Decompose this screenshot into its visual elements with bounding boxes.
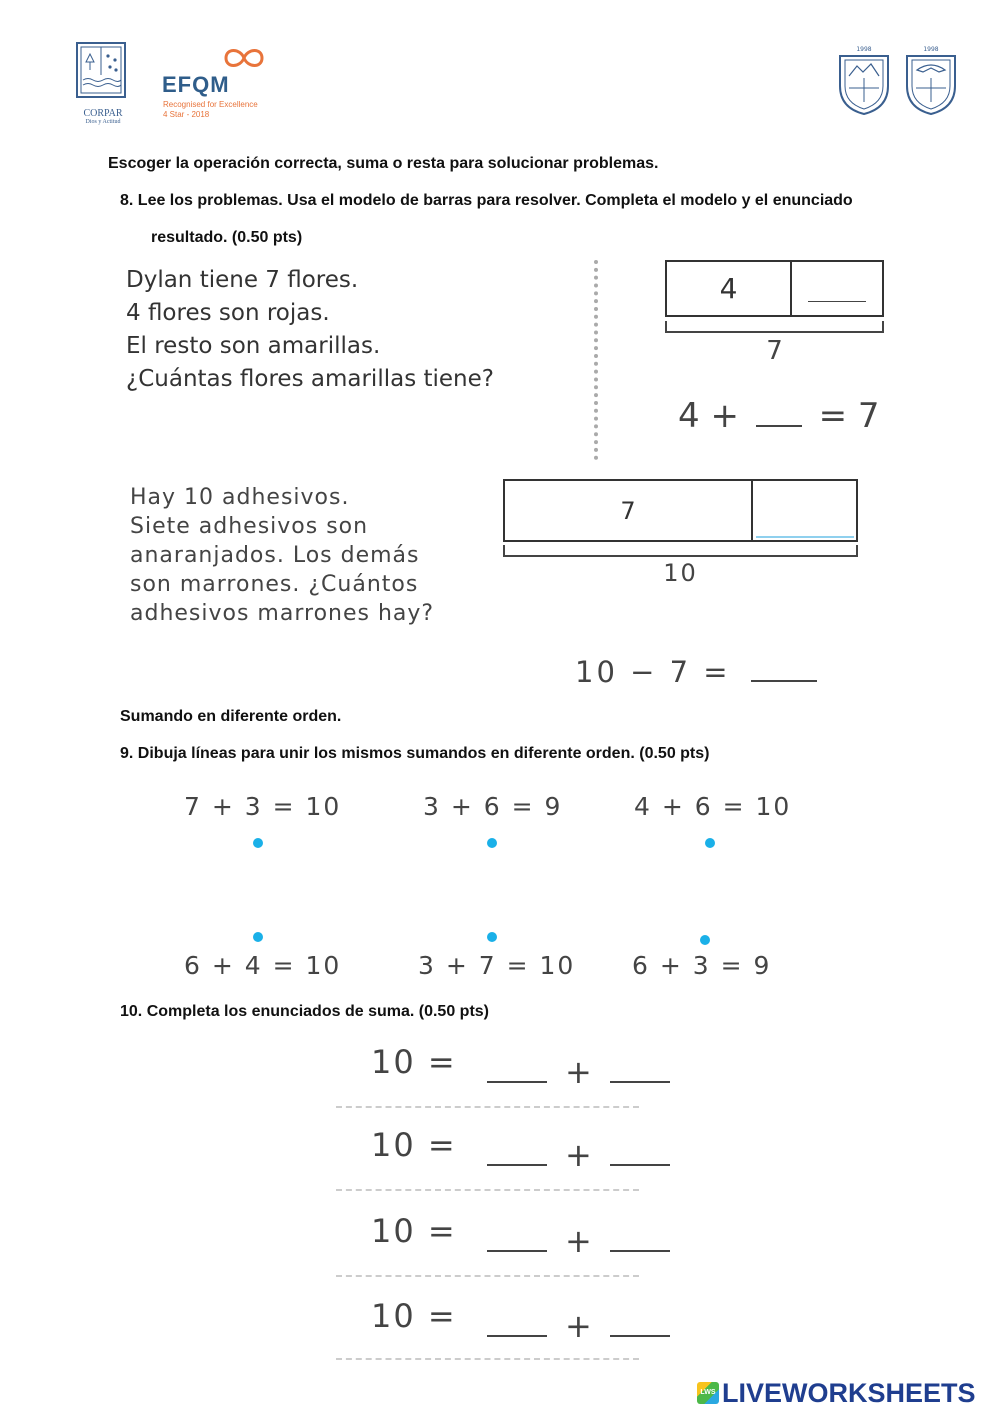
school-crest-2 — [903, 44, 959, 116]
bar2-left-value: 7 — [620, 496, 636, 525]
q9-top-expr-3: 4 + 6 = 10 — [634, 792, 792, 821]
dotted-divider — [594, 260, 598, 460]
q9-bottom-expr-1: 6 + 4 = 10 — [184, 951, 342, 980]
q10-row-plus: + — [565, 1222, 592, 1260]
problem2-equation — [575, 655, 817, 689]
q9-top-expr-2: 3 + 6 = 9 — [423, 792, 563, 821]
q10-separator — [336, 1358, 639, 1360]
efqm-infinity-icon — [218, 40, 268, 74]
q10-title: 10. Completa los enunciados de suma. (0.50 pts) — [120, 1003, 489, 1020]
bar1-left-cell — [667, 262, 792, 315]
q10-row-addend-a[interactable] — [487, 1250, 547, 1252]
corpar-name: CORPAR — [83, 108, 123, 119]
q9-bottom-expr-2: 3 + 7 = 10 — [418, 951, 576, 980]
q10-row-plus: + — [565, 1053, 592, 1091]
eq2-answer-blank[interactable] — [751, 680, 817, 682]
q10-row-addend-b[interactable] — [610, 1250, 670, 1252]
bar2-total: 10 — [663, 559, 698, 587]
q9-top-dot-1[interactable] — [253, 838, 263, 848]
bar1-answer-blank[interactable] — [808, 301, 866, 302]
eq1-part-b: = 7 — [818, 396, 880, 436]
bar2-answer-input-line[interactable] — [756, 536, 854, 538]
problem1-text — [126, 264, 494, 396]
q9-bottom-dot-1[interactable] — [253, 932, 263, 942]
eq1-part-a: 4 + — [678, 396, 739, 436]
crest-year-1: 1998 — [856, 46, 872, 53]
corpar-logo — [74, 40, 134, 125]
efqm-line1: Recognised for Excellence — [163, 100, 258, 109]
bar-model-1 — [665, 260, 884, 317]
q10-row-addend-a[interactable] — [487, 1081, 547, 1083]
corpar-motto: Dios y Actitud — [85, 119, 121, 125]
crest-year-2: 1998 — [923, 46, 939, 53]
q9-top-dot-2[interactable] — [487, 838, 497, 848]
problem2-line: adhesivos marrones hay? — [130, 601, 435, 626]
q9-top-dot-3[interactable] — [705, 838, 715, 848]
q10-row-addend-a[interactable] — [487, 1335, 547, 1337]
eq1-answer-blank[interactable] — [756, 425, 802, 427]
q10-separator — [336, 1275, 639, 1277]
q10-row-lhs: 10 = — [371, 1043, 457, 1081]
efqm-name: EFQM — [162, 72, 230, 97]
problem1-line: El resto son amarillas. — [126, 333, 381, 359]
q10-row-1 — [371, 1043, 670, 1091]
problem2-line: son marrones. ¿Cuántos — [130, 572, 419, 597]
eagle-shield-icon — [903, 44, 959, 116]
q9-title: 9. Dibuja líneas para unir los mismos sumandos en diferente orden. (0.50 pts) — [120, 745, 710, 762]
problem2-line: Siete adhesivos son — [130, 514, 369, 539]
q10-row-plus: + — [565, 1136, 592, 1174]
eq2-expression: 10 − 7 = — [575, 655, 731, 689]
q10-separator — [336, 1106, 639, 1108]
bar1-bracket — [665, 321, 884, 333]
bar2-answer-cell[interactable] — [753, 481, 856, 540]
q10-row-lhs: 10 = — [371, 1212, 457, 1250]
q9-bottom-dot-2[interactable] — [487, 932, 497, 942]
q8-title-line2: resultado. (0.50 pts) — [151, 229, 303, 246]
q10-row-2 — [371, 1126, 670, 1174]
bar1-total: 7 — [766, 336, 783, 366]
bar2-left-cell — [505, 481, 753, 540]
q10-row-4 — [371, 1297, 670, 1345]
q10-row-lhs: 10 = — [371, 1297, 457, 1335]
efqm-line2: 4 Star - 2018 — [163, 110, 210, 119]
q10-row-addend-a[interactable] — [487, 1164, 547, 1166]
lws-badge-icon — [697, 1382, 719, 1404]
intro-heading: Escoger la operación correcta, suma o resta para solucionar problemas. — [108, 155, 659, 172]
q8-title-line1: 8. Lee los problemas. Usa el modelo de barras para resolver. Completa el modelo y el enunciado — [120, 192, 853, 209]
q10-row-addend-b[interactable] — [610, 1081, 670, 1083]
shield-icon — [836, 44, 892, 116]
problem1-line: ¿Cuántas flores amarillas tiene? — [126, 366, 494, 392]
problem2-line: Hay 10 adhesivos. — [130, 485, 350, 510]
problem1-line: 4 flores son rojas. — [126, 300, 330, 326]
q10-row-addend-b[interactable] — [610, 1335, 670, 1337]
q10-row-addend-b[interactable] — [610, 1164, 670, 1166]
q10-row-plus: + — [565, 1307, 592, 1345]
q9-bottom-dot-3[interactable] — [700, 935, 710, 945]
efqm-logo — [160, 40, 280, 125]
corpar-crest-icon — [74, 40, 134, 102]
q10-row-lhs: 10 = — [371, 1126, 457, 1164]
problem1-equation — [678, 396, 880, 436]
problem1-line: Dylan tiene 7 flores. — [126, 267, 359, 293]
q10-row-3 — [371, 1212, 670, 1260]
q10-separator — [336, 1189, 639, 1191]
liveworksheets-logo[interactable] — [697, 1378, 976, 1408]
bar1-left-value: 4 — [719, 272, 738, 305]
lws-badge-text: LWS — [700, 1389, 716, 1396]
liveworksheets-wordmark: LIVEWORKSHEETS — [722, 1377, 976, 1408]
section2-heading: Sumando en diferente orden. — [120, 708, 342, 725]
q9-top-expr-1: 7 + 3 = 10 — [184, 792, 342, 821]
school-crest-1 — [836, 44, 892, 116]
q9-bottom-expr-3: 6 + 3 = 9 — [632, 951, 772, 980]
bar-model-2 — [503, 479, 858, 542]
problem2-text — [130, 483, 434, 628]
bar2-bracket — [503, 545, 858, 557]
problem2-line: anaranjados. Los demás — [130, 543, 420, 568]
bar1-answer-cell[interactable] — [792, 262, 882, 315]
